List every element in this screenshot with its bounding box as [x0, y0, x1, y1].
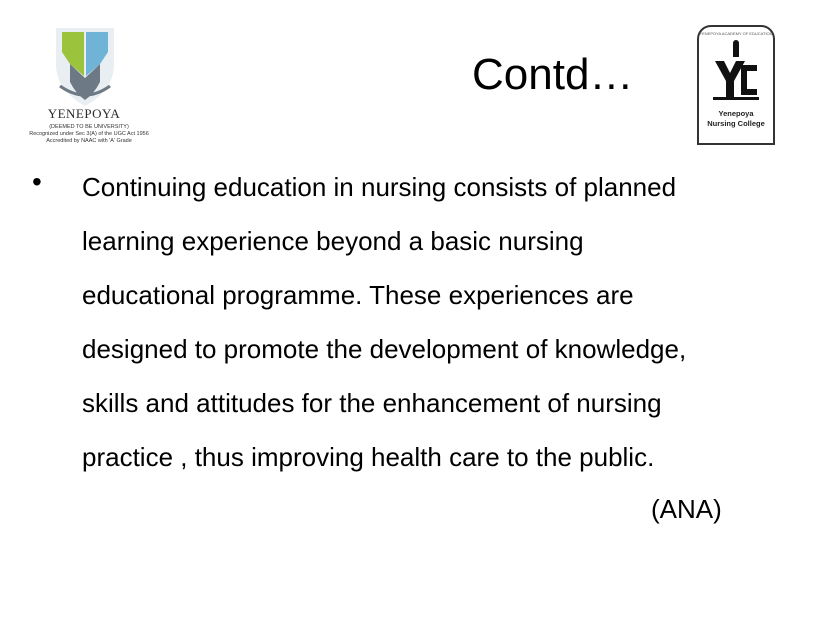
university-shield-icon [50, 24, 120, 108]
citation: (ANA) [651, 494, 722, 524]
text-line: educational programme. These experiences are [82, 280, 634, 310]
text-line: designed to promote the development of knowledge, [82, 334, 687, 364]
text-line: learning experience beyond a basic nursing [82, 226, 584, 256]
college-caption-line-2: Nursing College [707, 119, 765, 128]
slide-title: Contd… [472, 50, 634, 99]
university-recognition: Recognized under Sec 3(A) of the UGC Act 1956 [29, 131, 149, 137]
yenepoya-university-logo [24, 24, 149, 154]
university-status: (DEEMED TO BE UNIVERSITY) [49, 124, 129, 130]
bullet-icon: • [32, 166, 42, 197]
text-line: skills and attitudes for the enhancement of nursing [82, 388, 662, 418]
university-name: YENEPOYA [47, 106, 121, 121]
college-arch-text: YENEPOYA ACADEMY OF EDUCATION [699, 31, 773, 36]
college-caption-line-1: Yenepoya [718, 109, 754, 118]
nursing-college-logo [697, 25, 775, 145]
ync-monogram-icon [711, 39, 761, 101]
text-line: Continuing education in nursing consists of planned [82, 172, 677, 202]
university-accreditation: Accredited by NAAC with 'A' Grade [46, 138, 132, 144]
text-line: practice , thus improving health care to the public. [82, 442, 655, 472]
bullet-text [82, 160, 686, 484]
